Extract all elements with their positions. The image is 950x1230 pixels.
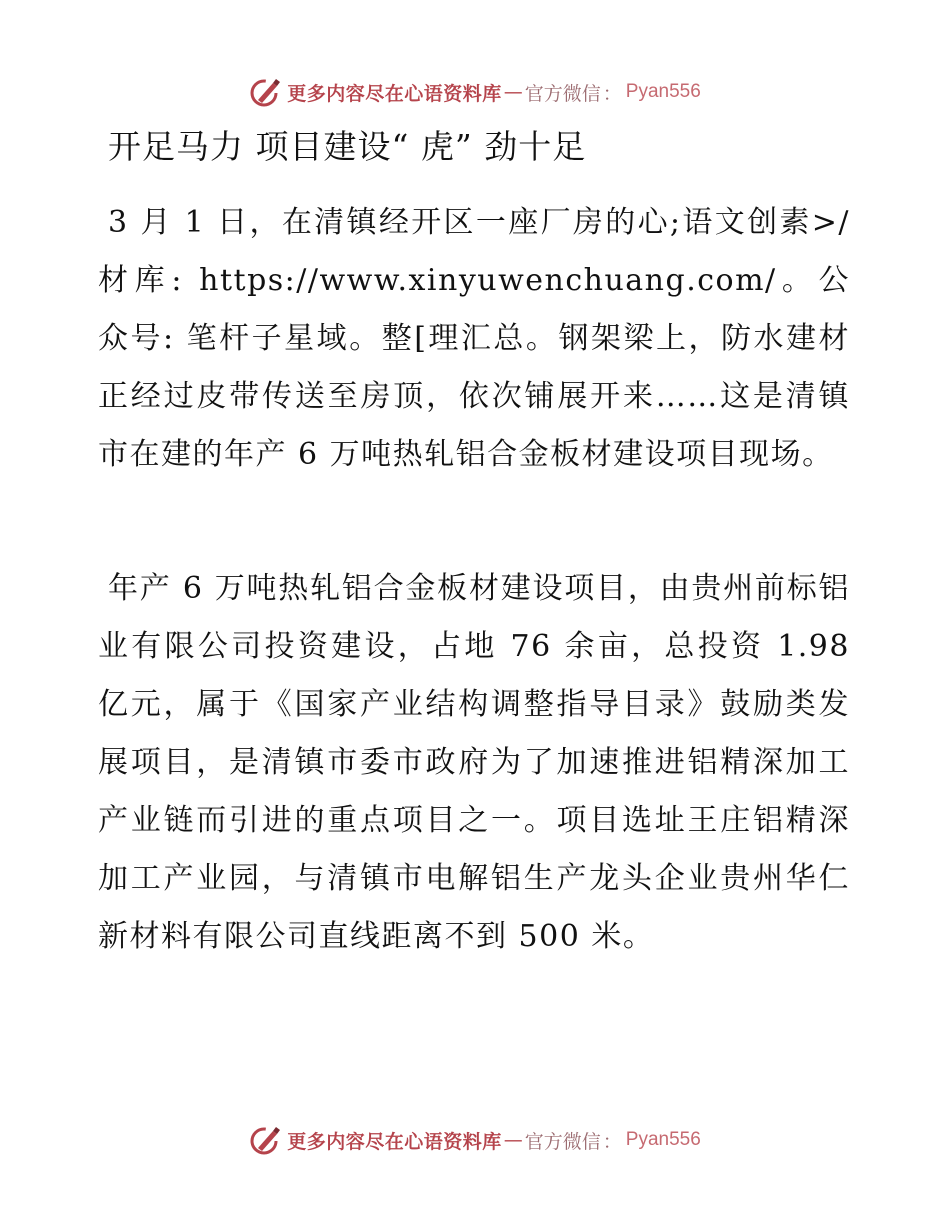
article-paragraph-1: 3 月 1 日，在清镇经开区一座厂房的心;语文创素>/材库: https://www.xinyuwenchuang.com/。公众号: 笔杆子星域。整[理汇总。钢架梁上，防水建材正经过皮带传送至房顶，依次铺展开来……这是清镇市在建的年产 6 万吨热轧铝合金板材建设项目现场。 [98, 205, 850, 472]
pen-logo-icon [249, 1123, 283, 1157]
article-paragraph-2: 年产 6 万吨热轧铝合金板材建设项目，由贵州前标铝业有限公司投资建设，占地 76 余亩，总投资 1.98 亿元，属于《国家产业结构调整指导目录》鼓励类发展项目，是清镇市委市政府为了加速推进铝精深加工产业链而引进的重点项目之一。项目选址王庄铝精深加工产业园，与清镇市电解铝生产龙头企业贵州华仁新材料有限公司直线距离不到 500 米。 [98, 571, 850, 954]
pen-logo-icon [249, 75, 283, 109]
banner-dash: — [503, 1129, 523, 1151]
banner-wechat-label: 官方微信 [524, 82, 601, 105]
banner-dash: — [503, 81, 523, 103]
banner-wechat-id: Pyan556 [625, 81, 701, 102]
banner-wechat-id: Pyan556 [625, 1129, 701, 1150]
banner-text: 更多内容尽在心语资料库 [287, 82, 502, 105]
banner-colon: ： [602, 1130, 622, 1153]
article-title: 开足马力 项目建设“ 虎” 劲十足 [108, 127, 587, 166]
banner-text: 更多内容尽在心语资料库 [287, 1130, 502, 1153]
footer-banner [0, 1120, 950, 1160]
banner-wechat-label: 官方微信 [524, 1130, 601, 1153]
header-banner [0, 72, 950, 112]
banner-colon: ： [602, 82, 622, 105]
